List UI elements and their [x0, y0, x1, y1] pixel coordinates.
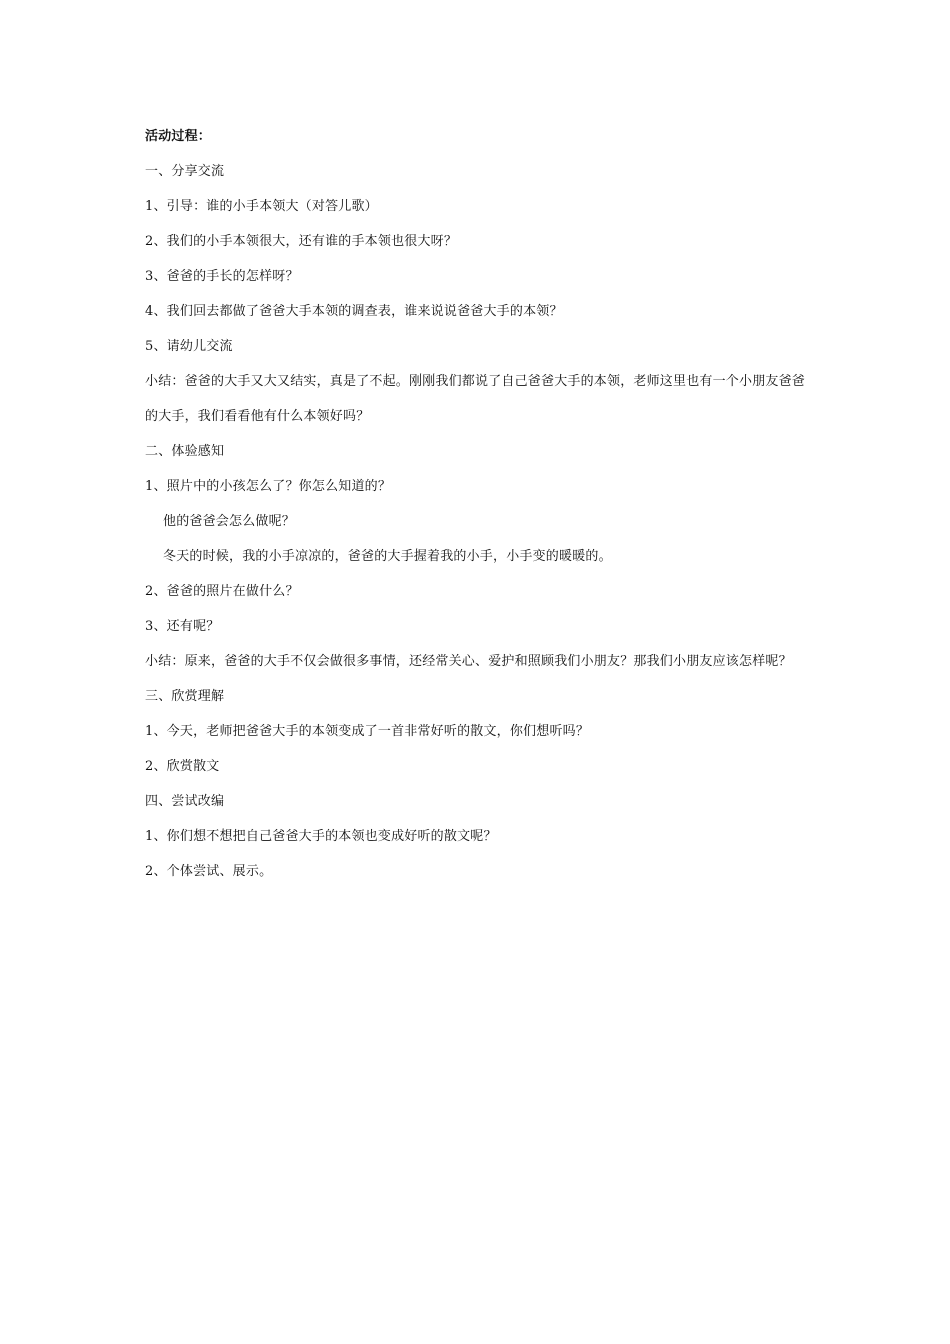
list-item: 2、我们的小手本领很大，还有谁的手本领也很大呀？ [145, 234, 458, 249]
indented-line: 他的爸爸会怎么做呢？ [163, 514, 296, 529]
list-item: 3、还有呢？ [145, 619, 220, 634]
list-item: 2、爸爸的照片在做什么？ [145, 584, 299, 599]
list-item: 4、我们回去都做了爸爸大手本领的调查表，谁来说说爸爸大手的本领？ [145, 304, 563, 319]
section-heading-3: 三、欣赏理解 [145, 689, 225, 704]
list-item: 1、引导：谁的小手本领大（对答儿歌） [145, 199, 378, 214]
section-heading-2: 二、体验感知 [145, 444, 225, 459]
indented-line: 冬天的时候，我的小手凉凉的，爸爸的大手握着我的小手，小手变的暖暖的。 [163, 549, 612, 564]
list-item: 2、欣赏散文 [145, 759, 220, 774]
section-heading-4: 四、尝试改编 [145, 794, 225, 809]
section-summary-2: 小结：原来，爸爸的大手不仅会做很多事情，还经常关心、爱护和照顾我们小朋友？那我们小朋友应该怎样呢？ [145, 654, 792, 669]
list-item: 1、今天，老师把爸爸大手的本领变成了一首非常好听的散文，你们想听吗？ [145, 724, 590, 739]
list-item: 1、照片中的小孩怎么了？你怎么知道的？ [145, 479, 392, 494]
list-item: 1、你们想不想把自己爸爸大手的本领也变成好听的散文呢？ [145, 829, 497, 844]
section-heading-1: 一、分享交流 [145, 164, 225, 179]
list-item: 2、个体尝试、展示。 [145, 864, 273, 879]
list-item: 3、爸爸的手长的怎样呀？ [145, 269, 299, 284]
document-body [145, 119, 815, 889]
section-summary-1: 小结：爸爸的大手又大又结实，真是了不起。刚刚我们都说了自己爸爸大手的本领，老师这里也有一个小朋友爸爸的大手，我们看看他有什么本领好吗？ [145, 374, 806, 424]
document-title: 活动过程： [145, 129, 212, 144]
list-item: 5、请幼儿交流 [145, 339, 233, 354]
